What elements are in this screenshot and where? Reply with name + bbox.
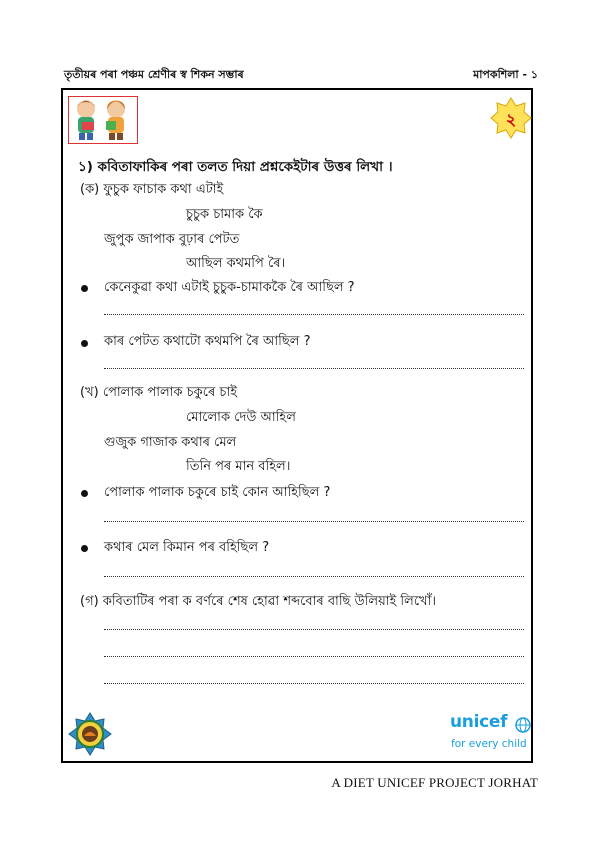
answer-line-5[interactable] (104, 628, 524, 630)
question-4: কথাৰ মেল কিমান পৰ বহিছিল ? (104, 540, 270, 555)
unicef-logo-text: unicef (450, 712, 508, 732)
diet-emblem-icon (68, 712, 112, 756)
unicef-globe-icon (515, 717, 531, 733)
bullet-icon (81, 545, 88, 552)
poem-ka-line-2: চুচুক চামাক কৈ (186, 207, 263, 222)
poem-ka-line-4: আছিল কথমপি ৰৈ। (186, 256, 286, 271)
answer-line-6[interactable] (104, 655, 524, 657)
sheet-number-badge (490, 97, 532, 139)
project-footer: A DIET UNICEF PROJECT JORHAT (331, 775, 538, 790)
answer-line-7[interactable] (104, 682, 524, 684)
question-1: কেনেকুৱা কথা এটাই চুচুক-চামাককৈ ৰৈ আছিল ? (104, 280, 355, 295)
badge-number: ২ (505, 110, 517, 129)
bullet-icon (81, 285, 88, 292)
bullet-icon (81, 340, 88, 347)
poem-ka-line-3: জুপুক জাপাক বুঢ়াৰ পেটত (104, 232, 240, 247)
poem-kha-line-1: (খ) পোলাক পালাক চকুৰে চাই (80, 385, 237, 400)
question-ga: (গ) কবিতাটিৰ পৰা ক বৰ্ণৰে শেষ হোৱা শব্দবোৰ বাছি উলিয়াই লিখোঁ। (80, 594, 436, 609)
unicef-tagline: for every child (451, 738, 527, 750)
answer-line-1[interactable] (104, 313, 524, 315)
poem-kha-line-2: মোলোক দেউ আহিল (186, 410, 296, 425)
question-2: কাৰ পেটত কথাটো কথমপি ৰৈ আছিল ? (104, 334, 311, 349)
poem-ka-line-1: (ক) ফুচুক ফাচাক কথা এটাই (80, 182, 224, 197)
question-heading: ১) কবিতাফাকিৰ পৰা তলত দিয়া প্ৰশ্নকেইটাৰ উত্তৰ লিখা । (78, 159, 393, 175)
answer-line-3[interactable] (104, 520, 524, 522)
answer-line-2[interactable] (104, 367, 524, 369)
answer-line-4[interactable] (104, 575, 524, 577)
bullet-icon (81, 490, 88, 497)
question-3: পোলাক পালাক চকুৰে চাই কোন আহিছিল ? (104, 485, 331, 500)
children-reading-illustration (68, 96, 138, 144)
poem-kha-line-3: গুজুক গাজাক কথাৰ মেল (104, 435, 237, 450)
worksheet-series-title: তৃতীয়ৰ পৰা পঞ্চম শ্ৰেণীৰ স্ব শিকন সম্ভাৰ (64, 68, 244, 81)
worksheet-number: মাপকশিলা - ১ (473, 68, 538, 81)
poem-kha-line-4: তিনি পৰ মান বহিল। (186, 459, 291, 474)
